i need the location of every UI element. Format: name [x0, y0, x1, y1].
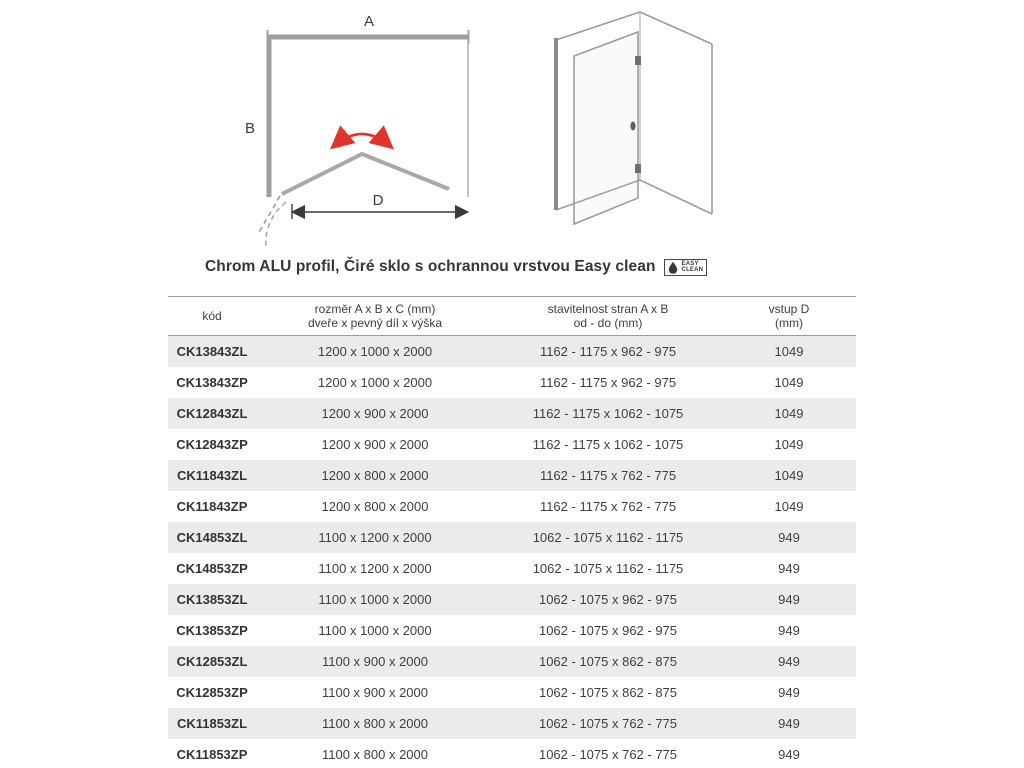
cell-kod: CK14853ZP — [176, 560, 248, 576]
cell-stavitelnost: 1162 - 1175 x 962 - 975 — [539, 374, 677, 390]
cell-stavitelnost: 1162 - 1175 x 762 - 775 — [539, 467, 677, 483]
header-vstup-line2: (mm) — [775, 316, 803, 330]
table-row — [168, 646, 856, 677]
header-kod — [168, 297, 256, 336]
cell-kod: CK11853ZL — [176, 715, 248, 731]
table-row — [168, 677, 856, 708]
table-row — [168, 367, 856, 398]
header-kod-label: kód — [202, 309, 222, 323]
cell-kod: CK13853ZL — [176, 591, 248, 607]
door-panel — [574, 32, 638, 224]
cell-stavitelnost: 1062 - 1075 x 762 - 775 — [538, 715, 678, 731]
cell-rozmer: 1100 x 800 x 2000 — [321, 715, 428, 731]
cell-stavitelnost: 1162 - 1175 x 762 - 775 — [539, 498, 677, 514]
cell-rozmer: 1100 x 1000 x 2000 — [318, 622, 432, 638]
cell-kod: CK14853ZL — [176, 529, 248, 545]
cell-rozmer: 1100 x 1200 x 2000 — [318, 560, 432, 576]
header-stavitelnost-line1: stavitelnost stran A x B — [547, 302, 669, 316]
cell-kod: CK12843ZL — [176, 405, 248, 421]
easy-clean-badge-line1: EASY — [681, 260, 699, 267]
easy-clean-badge-line2: CLEAN — [681, 267, 704, 273]
cell-rozmer: 1200 x 1000 x 2000 — [317, 343, 433, 359]
header-rozmer-line2: dveře x pevný díl x výška — [307, 316, 443, 330]
swing-dash-arc — [266, 202, 286, 248]
cell-stavitelnost: 1162 - 1175 x 962 - 975 — [539, 343, 677, 359]
cell-vstup: 949 — [778, 746, 800, 762]
cell-rozmer: 1200 x 900 x 2000 — [321, 436, 429, 452]
dimension-b-label: B — [244, 120, 256, 137]
table-row — [168, 522, 856, 553]
easy-clean-badge — [664, 259, 708, 276]
cell-vstup: 949 — [778, 653, 800, 669]
swing-dash-1 — [258, 196, 280, 234]
cell-kod: CK11843ZP — [176, 498, 248, 514]
cell-rozmer: 1200 x 800 x 2000 — [321, 467, 429, 483]
water-drop-icon — [667, 261, 679, 274]
cell-kod: CK11853ZP — [176, 746, 248, 762]
cell-rozmer: 1200 x 900 x 2000 — [321, 405, 429, 421]
table-row — [168, 553, 856, 584]
cell-vstup: 949 — [778, 560, 800, 576]
spec-table-header — [168, 297, 856, 336]
cell-rozmer: 1100 x 900 x 2000 — [321, 684, 428, 700]
dimension-d-label: D — [372, 192, 384, 209]
cell-rozmer: 1100 x 800 x 2000 — [321, 746, 428, 762]
table-row — [168, 336, 856, 367]
table-row — [168, 398, 856, 429]
header-vstup-line1: vstup D — [768, 302, 810, 316]
cell-stavitelnost: 1062 - 1075 x 1162 - 1175 — [532, 529, 684, 545]
cell-stavitelnost: 1062 - 1075 x 862 - 875 — [538, 684, 678, 700]
folding-door-line — [282, 154, 449, 194]
cell-rozmer: 1100 x 1200 x 2000 — [318, 529, 432, 545]
cell-rozmer: 1200 x 800 x 2000 — [321, 498, 429, 514]
door-handle — [630, 122, 635, 131]
spec-table-body — [168, 336, 856, 768]
table-row — [168, 615, 856, 646]
cell-vstup: 1049 — [774, 498, 804, 514]
cell-rozmer: 1100 x 900 x 2000 — [321, 653, 428, 669]
cell-stavitelnost: 1062 - 1075 x 962 - 975 — [538, 591, 678, 607]
cell-vstup: 1049 — [774, 343, 804, 359]
cell-stavitelnost: 1062 - 1075 x 1162 - 1175 — [532, 560, 684, 576]
table-row — [168, 460, 856, 491]
header-stavitelnost — [494, 297, 722, 336]
cell-kod: CK13843ZP — [176, 374, 248, 390]
table-row — [168, 429, 856, 460]
table-row — [168, 739, 856, 768]
cell-vstup: 949 — [778, 684, 800, 700]
table-row — [168, 584, 856, 615]
cell-kod: CK12843ZP — [176, 436, 248, 452]
table-row — [168, 491, 856, 522]
cell-rozmer: 1200 x 1000 x 2000 — [317, 374, 433, 390]
cell-kod: CK11843ZL — [176, 467, 248, 483]
cell-kod: CK12853ZP — [176, 684, 248, 700]
cell-stavitelnost: 1062 - 1075 x 862 - 875 — [538, 653, 678, 669]
spec-table-wrap — [168, 296, 856, 768]
dimension-diagram — [232, 6, 482, 256]
cell-vstup: 949 — [778, 529, 800, 545]
header-row — [168, 297, 856, 336]
cell-vstup: 949 — [778, 715, 800, 731]
title-row — [205, 258, 707, 276]
header-rozmer — [256, 297, 494, 336]
cell-kod: CK13843ZL — [176, 343, 248, 359]
cell-stavitelnost: 1162 - 1175 x 1062 - 1075 — [532, 405, 684, 421]
cell-vstup: 1049 — [774, 436, 804, 452]
dimension-a-label: A — [363, 13, 375, 30]
cell-kod: CK12853ZL — [176, 653, 248, 669]
cell-vstup: 949 — [778, 591, 800, 607]
cell-kod: CK13853ZP — [176, 622, 248, 638]
cell-stavitelnost: 1062 - 1075 x 762 - 775 — [538, 746, 678, 762]
cell-stavitelnost: 1162 - 1175 x 1062 - 1075 — [532, 436, 684, 452]
page-title: Chrom ALU profil, Čiré sklo s ochrannou vrstvou Easy clean — [205, 258, 656, 275]
header-rozmer-line1: rozměr A x B x C (mm) — [314, 302, 436, 316]
door-hinge-top — [635, 56, 641, 65]
cell-vstup: 949 — [778, 622, 800, 638]
cell-rozmer: 1100 x 1000 x 2000 — [318, 591, 432, 607]
cell-stavitelnost: 1062 - 1075 x 962 - 975 — [538, 622, 678, 638]
spec-table — [168, 296, 856, 768]
door-hinge-bottom — [635, 164, 641, 173]
cell-vstup: 1049 — [774, 405, 804, 421]
shower-3d-diagram — [540, 0, 740, 245]
header-vstup — [722, 297, 856, 336]
header-stavitelnost-line2: od - do (mm) — [573, 316, 643, 330]
swing-arrow-icon — [334, 134, 390, 146]
cell-vstup: 1049 — [774, 374, 804, 390]
cell-vstup: 1049 — [774, 467, 804, 483]
table-row — [168, 708, 856, 739]
